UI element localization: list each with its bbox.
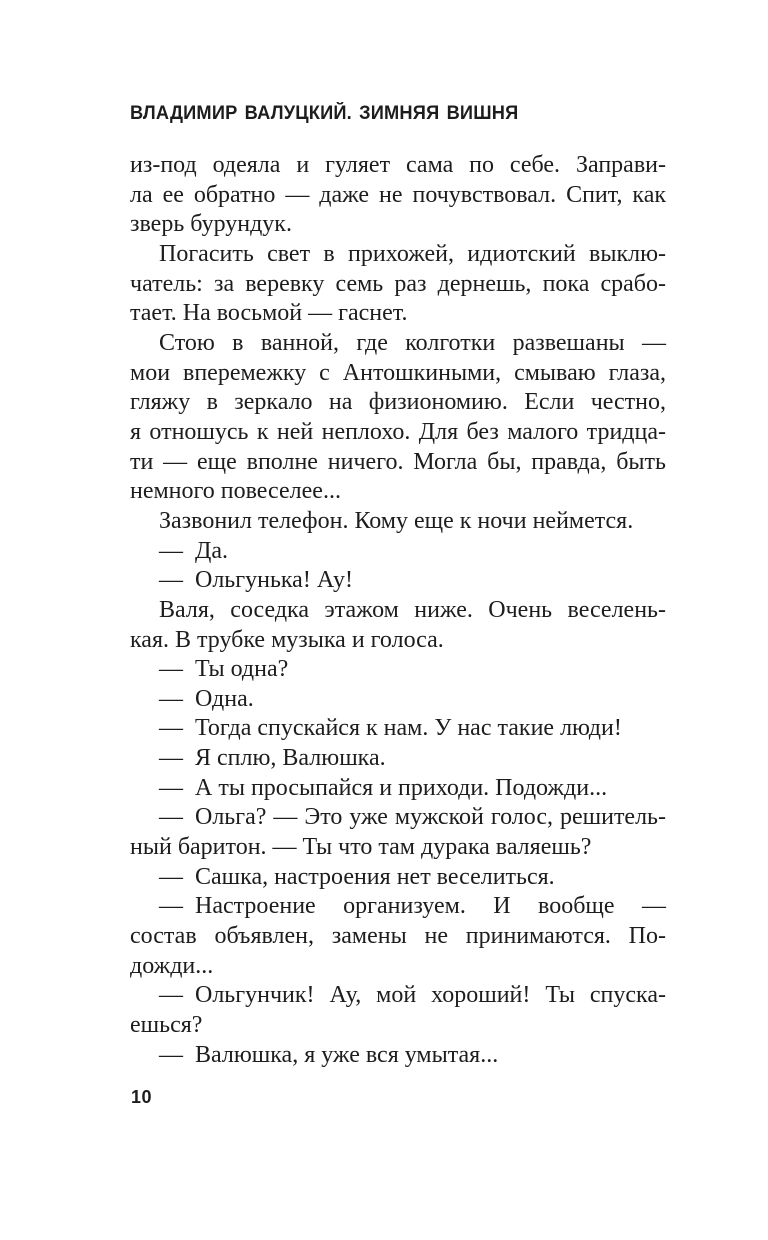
text-line: Зазвонил телефон. Кому еще к ночи неймется.: [159, 507, 634, 534]
text-line: — Сашка, настроения нет веселиться.: [159, 863, 555, 890]
text-line: мои вперемежку с Антошкиными, смываю глаза,: [130, 359, 666, 386]
text-line: кая. В трубке музыка и голоса.: [130, 626, 444, 653]
text-line: ла ее обратно — даже не почувствовал. Спит, как: [130, 181, 666, 208]
text-line: из-под одеяла и гуляет сама по себе. Заправи-: [130, 152, 666, 178]
text-line: — Настроение организуем. И вообще —: [159, 893, 666, 920]
text-line: гляжу в зеркало на физиономию. Если честно,: [130, 389, 666, 416]
text-line: тает. На восьмой — гаснет.: [130, 300, 408, 327]
page-number: 10: [131, 1087, 153, 1107]
text-line: — А ты просыпайся и приходи. Подожди...: [159, 774, 608, 801]
text-line: — Тогда спускайся к нам. У нас такие люди!: [159, 715, 622, 742]
text-line: я отношусь к ней неплохо. Для без малого тридца-: [130, 418, 666, 445]
text-line: — Я сплю, Валюшка.: [159, 745, 386, 772]
text-line: ешься?: [130, 1012, 203, 1039]
text-line: ный баритон. — Ты что там дурака валяешь?: [130, 834, 592, 861]
text-line: Погасить свет в прихожей, идиотский выклю-: [159, 240, 666, 267]
text-line: — Одна.: [159, 685, 254, 712]
text-line: — Валюшка, я уже вся умытая...: [159, 1041, 499, 1068]
text-line: дожди...: [130, 952, 214, 979]
text-line: — Ольгунька! Ау!: [159, 567, 353, 594]
text-line: Валя, соседка этажом ниже. Очень веселень-: [159, 596, 666, 623]
text-block: [130, 151, 666, 1070]
text-line: Стою в ванной, где колготки развешаны —: [159, 329, 666, 356]
running-header: ВЛАДИМИР ВАЛУЦКИЙ. ЗИМНЯЯ ВИШНЯ: [130, 103, 519, 124]
text-line: — Ты одна?: [159, 656, 289, 683]
text-line: состав объявлен, замены не принимаются. По-: [130, 923, 666, 950]
text-line: чатель: за веревку семь раз дернешь, пока срабо-: [130, 270, 666, 297]
text-line: ти — еще вполне ничего. Могла бы, правда, быть: [130, 448, 666, 475]
text-line: — Да.: [159, 537, 229, 564]
text-line: зверь бурундук.: [130, 211, 292, 238]
text-line: — Ольгунчик! Ау, мой хороший! Ты спуска-: [159, 982, 666, 1009]
text-line: — Ольга? — Это уже мужской голос, решитель-: [159, 804, 666, 831]
text-line: немного повеселее...: [130, 478, 341, 505]
